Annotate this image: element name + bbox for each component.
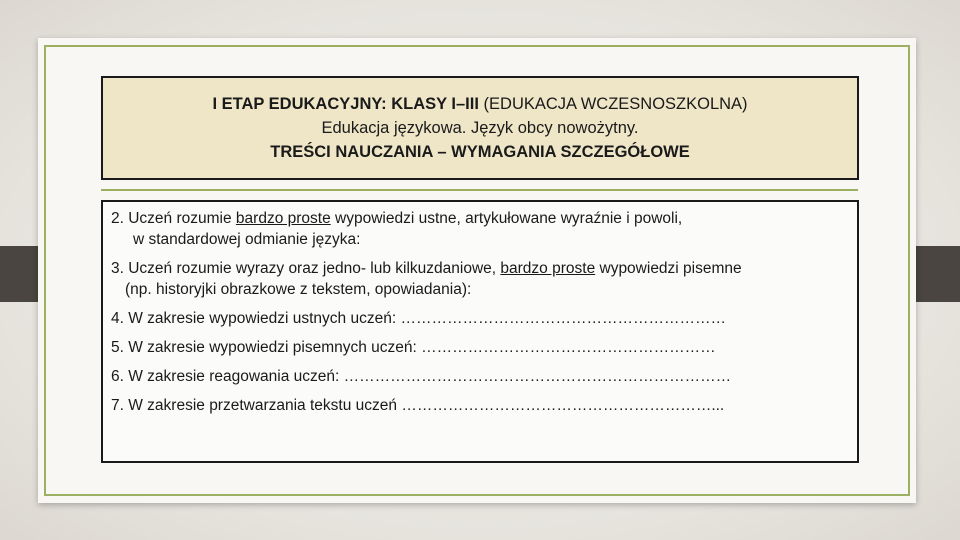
requirement-continuation: w standardowej odmianie języka:: [133, 231, 361, 248]
requirement-text: wypowiedzi ustne, artykułowane wyraźnie i powoli,: [330, 210, 683, 227]
requirement-item-3: [111, 258, 857, 300]
requirement-text: wypowiedzi pisemne: [595, 260, 742, 277]
requirement-item-4: 4. W zakresie wypowiedzi ustnych uczeń: ………………………………………………………: [111, 310, 726, 327]
header-box: [101, 76, 859, 180]
requirement-item-5: 5. W zakresie wypowiedzi pisemnych uczeń: …………………………………………………: [111, 339, 716, 356]
header-stage-subtitle: (EDUKACJA WCZESNOSZKOLNA): [478, 95, 748, 113]
requirements-box: [101, 200, 859, 463]
header-stage-title: I ETAP EDUKACYJNY: KLASY I–III: [212, 95, 479, 113]
requirement-underlined: bardzo proste: [500, 260, 596, 277]
header-line-1: [212, 92, 747, 116]
requirement-item-6: 6. W zakresie reagowania uczeń: …………………………………………………………………: [111, 368, 732, 385]
requirement-text: 3. Uczeń rozumie wyrazy oraz jedno- lub kilkuzdaniowe,: [111, 260, 501, 277]
header-line-2: Edukacja językowa. Język obcy nowożytny.: [321, 119, 639, 137]
requirement-item-7: 7. W zakresie przetwarzania tekstu uczeń ……………………………………………………...: [111, 397, 725, 414]
requirement-underlined: bardzo proste: [235, 210, 331, 227]
divider-line: [101, 189, 858, 191]
requirement-text: 2. Uczeń rozumie: [111, 210, 236, 227]
requirement-continuation: (np. historyjki obrazkowe z tekstem, opowiadania):: [125, 281, 472, 298]
requirement-item-2: [111, 208, 857, 250]
header-line-3: TREŚCI NAUCZANIA – WYMAGANIA SZCZEGÓŁOWE: [270, 143, 690, 161]
